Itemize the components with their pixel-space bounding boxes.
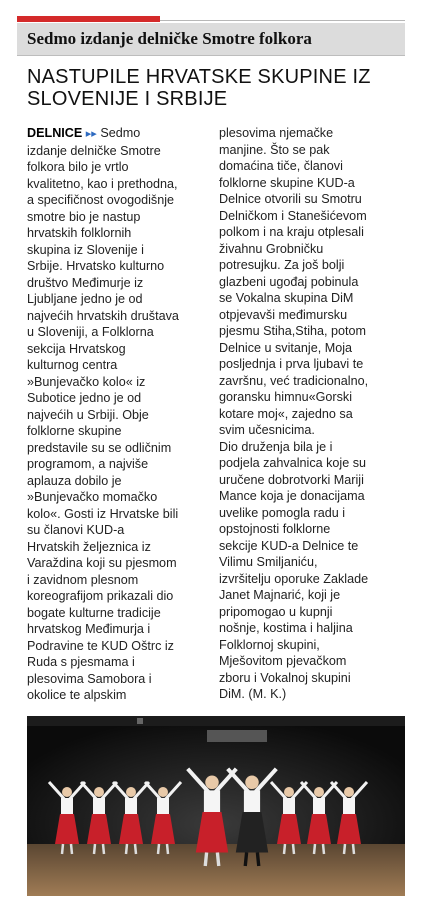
dateline-arrow-icon: ▸▸	[85, 128, 97, 140]
text-line: potresujku. Za još bolji	[219, 258, 345, 272]
text-line: plesovima Samobora i	[27, 671, 152, 686]
text-line: kolo«. Gosti iz Hrvatske bili	[27, 506, 179, 521]
first-line-text: Sedmo	[100, 126, 141, 140]
text-line: najvećih hrvatskih društava	[27, 308, 179, 323]
section-kicker-bar	[17, 23, 405, 56]
text-line: u Sloveniji, a Folklorna	[27, 325, 154, 339]
text-line: sekcije KUD-a Delnice te	[219, 538, 359, 553]
text-line: nošnje, kostima i haljina	[219, 621, 353, 635]
text-line: DiM. (M. K.)	[219, 687, 287, 701]
text-line: uručene dobrotvorki Mariji	[219, 472, 364, 487]
text-line: kotare moj«, zajedno sa	[219, 406, 353, 421]
text-line: domaćina tiče, članovi	[219, 159, 343, 173]
headline-line: SLOVENIJE I SRBIJE	[27, 88, 228, 110]
text-line: Ljubljane jedno je od	[27, 292, 143, 306]
text-line: kvalitetno, kao i prethodna,	[27, 176, 178, 191]
text-line: svim učesnicima.	[219, 423, 315, 437]
text-line: izdanje delničke Smotre	[27, 143, 161, 158]
text-line: Delničkom i Stanešićevom	[219, 208, 367, 223]
article-column-1	[27, 125, 205, 704]
section-rule	[160, 20, 405, 21]
text-line: skupina iz Slovenije i	[27, 242, 144, 257]
text-line: završnu, već tradicionalno,	[219, 373, 369, 388]
text-line: Vilimu Smiljaniću,	[219, 555, 318, 569]
text-line: folklorne skupine	[27, 424, 122, 438]
text-line: Dio druženja bila je i	[219, 439, 333, 454]
text-line: predstavile su se odličnim	[27, 440, 172, 455]
text-line: »Bunjevačko momačko	[27, 490, 158, 504]
text-line: društvo Međimurje iz	[27, 275, 144, 290]
text-line: Srbije. Hrvatsko kulturno	[27, 259, 165, 273]
column-2-body	[219, 125, 401, 703]
text-line: Delnice otvorili su Smotru	[219, 192, 362, 206]
first-line	[27, 125, 205, 143]
text-line: Folklornoj skupini,	[219, 637, 320, 652]
text-line: su članovi KUD-a	[27, 523, 125, 537]
text-line: opstojnosti folklorne	[219, 522, 331, 536]
text-line: folkora bilo je vrtlo	[27, 160, 129, 174]
text-line: zboru i Vokalnoj skupini	[219, 670, 351, 685]
text-line: programom, a najviše	[27, 457, 149, 471]
stage-banner	[207, 730, 267, 742]
text-line: hrvatskog Međimurja i	[27, 622, 151, 636]
text-line: Mance koja je donacijama	[219, 489, 365, 503]
text-line: goransku himnu«Gorski	[219, 390, 352, 404]
text-line: pripomogao u kupnji	[219, 604, 333, 619]
text-line: Varaždina koji su pjesmom	[27, 556, 177, 570]
stage-photo-graphic	[27, 716, 405, 896]
text-line: bogate kulturne tradicije	[27, 605, 161, 620]
text-line: pjesmu Stiha,Stiha, potom	[219, 324, 367, 338]
folklore-performance-photo	[27, 716, 405, 896]
text-line: hrvatskih folklornih	[27, 226, 132, 240]
text-line: otpjevavši međimursku	[219, 307, 348, 322]
text-line: Janet Majnarić, koji je	[219, 588, 341, 602]
text-line: i zavidnom plesnom	[27, 572, 139, 587]
text-line: Subotice jedno je od	[27, 391, 142, 405]
text-line: podjela zahvalnica koje su	[219, 456, 367, 470]
text-line: glazbeni ugođaj pobinula	[219, 274, 359, 289]
column-1-body	[27, 143, 205, 704]
text-line: Ruda s pjesmama i	[27, 655, 135, 669]
text-line: a specifičnost ovogodišnje	[27, 193, 175, 207]
text-line: »Bunjevačko kolo« iz	[27, 374, 146, 389]
section-kicker: Sedmo izdanje delničke Smotre folkora	[27, 29, 312, 48]
text-line: kulturnog centra	[27, 358, 118, 372]
article-column-2	[219, 125, 401, 703]
text-line: živahnu Grobničku	[219, 241, 324, 256]
headline-line: NASTUPILE HRVATSKE SKUPINE IZ	[27, 66, 371, 88]
text-line: izvršitelju oporuke Zaklade	[219, 571, 369, 586]
text-line: posljednja i prva ljubavi te	[219, 357, 364, 371]
text-line: polkom i na kraju otplesali	[219, 225, 364, 239]
text-line: aplauza dobilo je	[27, 473, 122, 488]
text-line: smotre bio je nastup	[27, 209, 141, 224]
text-line: okolice te alpskim	[27, 688, 127, 702]
text-line: koreografijom prikazali dio	[27, 589, 174, 603]
text-line: se Vokalna skupina DiM	[219, 291, 354, 305]
text-line: sekcija Hrvatskog	[27, 341, 126, 356]
article-headline	[27, 66, 407, 110]
section-accent-bar	[17, 16, 160, 22]
dateline: DELNICE	[27, 126, 83, 140]
text-line: Hrvatskih željeznica iz	[27, 539, 151, 554]
text-line: uvelike pomogla radu i	[219, 505, 346, 520]
text-line: folklorne skupine KUD-a	[219, 175, 355, 190]
text-line: manjine. Što se pak	[219, 142, 330, 157]
text-line: Mješovitom pjevačkom	[219, 654, 347, 668]
text-line: plesovima njemačke	[219, 126, 334, 140]
text-line: Delnice u svitanje, Moja	[219, 340, 352, 355]
text-line: najvećih u Srbiji. Obje	[27, 407, 149, 422]
text-line: Podravine te KUD Oštrc iz	[27, 638, 174, 653]
